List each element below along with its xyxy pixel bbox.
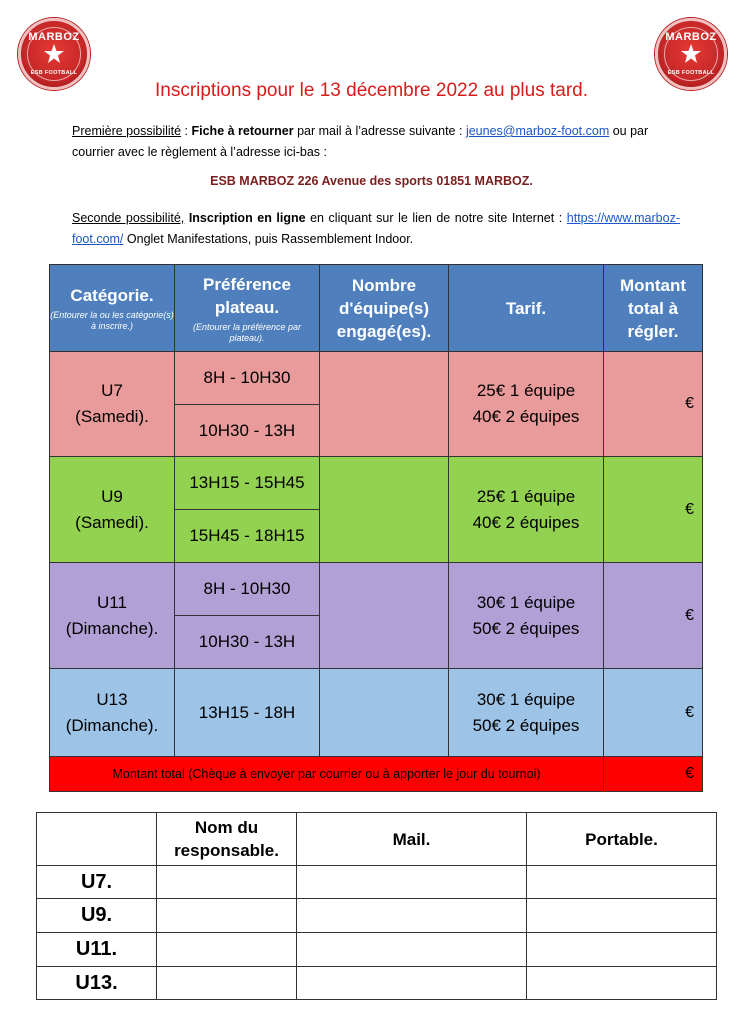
amount-cell[interactable]: € xyxy=(603,562,703,669)
club-logo-left: MARBOZ ESB FOOTBALL xyxy=(18,18,90,90)
postal-address: ESB MARBOZ 226 Avenue des sports 01851 MARBOZ. xyxy=(210,174,533,188)
slot-cell[interactable]: 8H - 10H30 xyxy=(174,351,320,405)
option-one-label: Première possibilité xyxy=(72,124,182,138)
total-amount-cell[interactable]: € xyxy=(603,756,703,792)
category-cell-u13[interactable]: U13 (Dimanche). xyxy=(49,668,175,757)
mail-field[interactable] xyxy=(296,966,527,1000)
mail-field[interactable] xyxy=(296,865,527,899)
header-nombre: Nombre d'équipe(s) engagé(es). xyxy=(319,264,449,352)
slot-cell[interactable]: 8H - 10H30 xyxy=(174,562,320,616)
row-label-u9: U9. xyxy=(36,898,157,933)
row-label-u7: U7. xyxy=(36,865,157,899)
header-mail: Mail. xyxy=(296,812,527,866)
slot-cell[interactable]: 15H45 - 18H15 xyxy=(174,509,320,563)
team-count-cell[interactable] xyxy=(319,562,449,669)
phone-field[interactable] xyxy=(526,865,717,899)
star-icon xyxy=(43,43,65,65)
slot-cell[interactable]: 13H15 - 18H xyxy=(174,668,320,757)
header-portable: Portable. xyxy=(526,812,717,866)
tarif-cell: 30€ 1 équipe 50€ 2 équipes xyxy=(448,562,604,669)
mail-field[interactable] xyxy=(296,932,527,967)
team-count-cell[interactable] xyxy=(319,456,449,563)
category-cell-u9[interactable]: U9 (Samedi). xyxy=(49,456,175,563)
header-montant: Montant total à régler. xyxy=(603,264,703,352)
name-field[interactable] xyxy=(156,865,297,899)
tarif-cell: 25€ 1 équipe 40€ 2 équipes xyxy=(448,351,604,457)
row-label-u13: U13. xyxy=(36,966,157,1000)
header-tarif: Tarif. xyxy=(448,264,604,352)
header-nom: Nom du responsable. xyxy=(156,812,297,866)
slot-cell[interactable]: 13H15 - 15H45 xyxy=(174,456,320,510)
contacts-corner-cell xyxy=(36,812,157,866)
contacts-table xyxy=(36,812,717,1000)
phone-field[interactable] xyxy=(526,898,717,933)
phone-field[interactable] xyxy=(526,932,717,967)
phone-field[interactable] xyxy=(526,966,717,1000)
name-field[interactable] xyxy=(156,966,297,1000)
page-title: Inscriptions pour le 13 décembre 2022 au plus tard. xyxy=(154,80,589,101)
slot-cell[interactable]: 10H30 - 13H xyxy=(174,615,320,669)
team-count-cell[interactable] xyxy=(319,668,449,757)
tarif-cell: 30€ 1 équipe 50€ 2 équipes xyxy=(448,668,604,757)
amount-cell[interactable]: € xyxy=(603,351,703,457)
amount-cell[interactable]: € xyxy=(603,668,703,757)
option-two-paragraph: Seconde possibilité, Inscription en ligne en cliquant sur le lien de notre site Internet : https://www.marboz-foot.com/ Onglet Manifestations, puis Rassemblement Indoor. xyxy=(72,211,680,246)
category-cell-u7[interactable]: U7 (Samedi). xyxy=(49,351,175,457)
slot-cell[interactable]: 10H30 - 13H xyxy=(174,404,320,457)
team-count-cell[interactable] xyxy=(319,351,449,457)
total-label: Montant total (Chèque à envoyer par courrier ou à apporter le jour du tournoi) xyxy=(49,756,604,792)
tarif-cell: 25€ 1 équipe 40€ 2 équipes xyxy=(448,456,604,563)
email-link[interactable]: jeunes@marboz-foot.com xyxy=(465,124,610,138)
header-preference: Préférence plateau. (Entourer la préférence par plateau). xyxy=(174,264,320,352)
mail-field[interactable] xyxy=(296,898,527,933)
header-categorie: Catégorie. (Entourer la ou les catégorie(s) à inscrire.) xyxy=(49,264,175,352)
category-cell-u11[interactable]: U11 (Dimanche). xyxy=(49,562,175,669)
option-one-paragraph: Première possibilité : Fiche à retourner par mail à l’adresse suivante : jeunes@marboz-foot.com ou par courrier avec le règlement à l’adresse ici-bas : xyxy=(72,124,649,159)
club-logo-right: MARBOZ ESB FOOTBALL xyxy=(655,18,727,90)
registration-table xyxy=(49,264,703,792)
row-label-u11: U11. xyxy=(36,932,157,967)
name-field[interactable] xyxy=(156,898,297,933)
option-two-label: Seconde possibilité, xyxy=(72,211,185,225)
website-link[interactable]: https://www.marboz-foot.com/ xyxy=(72,211,680,246)
name-field[interactable] xyxy=(156,932,297,967)
star-icon xyxy=(680,43,702,65)
amount-cell[interactable]: € xyxy=(603,456,703,563)
